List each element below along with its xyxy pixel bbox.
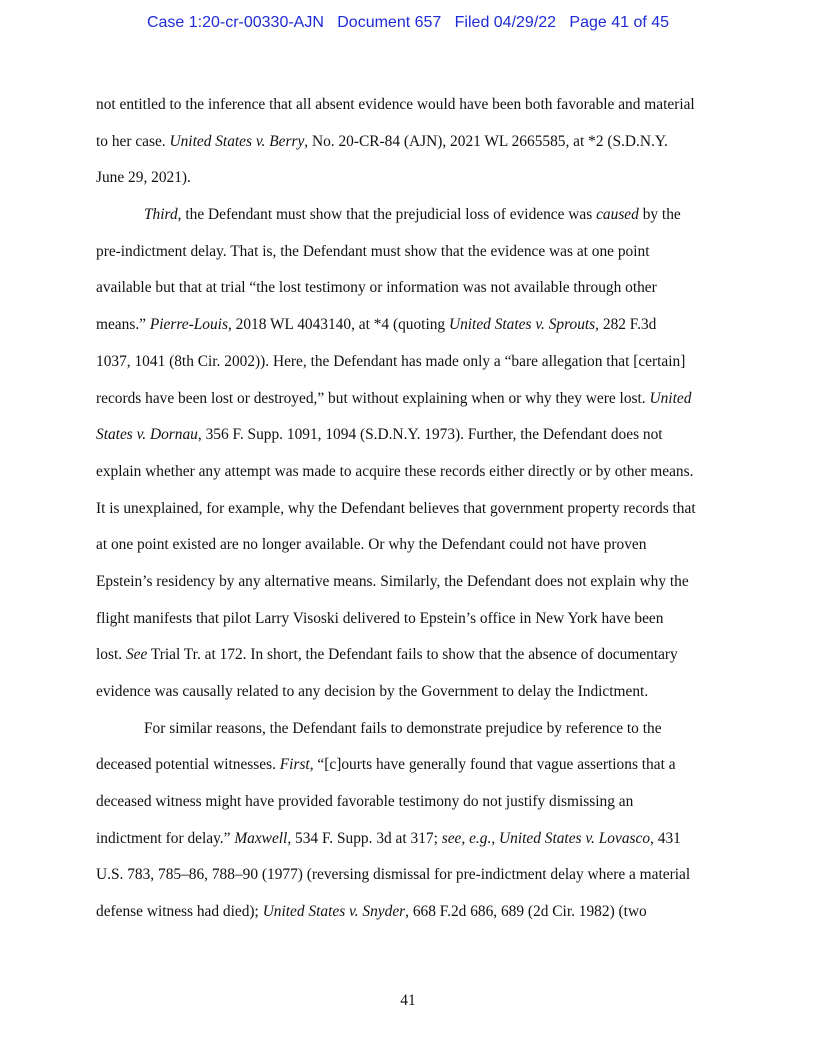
text-line	[96, 570, 720, 607]
text-segment: , “[c]ourts have generally found that vague assertions that a	[309, 756, 676, 774]
text-segment: lost.	[96, 646, 126, 664]
text-segment: means.”	[96, 316, 150, 334]
italic-text: United States v. Lovasco	[499, 829, 651, 847]
text-segment: It is unexplained, for example, why the Defendant believes that government property records that	[96, 499, 696, 517]
text-line	[96, 643, 720, 680]
text-line	[96, 130, 720, 167]
text-segment: U.S. 783, 785–86, 788–90 (1977) (reversing dismissal for pre-indictment delay where a material	[96, 866, 691, 884]
text-segment: flight manifests that pilot Larry Visoski delivered to Epstein’s office in New York have been	[96, 609, 664, 627]
italic-text: see, e.g.	[441, 829, 492, 847]
italic-text: Pierre-Louis	[149, 316, 228, 334]
text-segment: records have been lost or destroyed,” but without explaining when or why they were lost.	[96, 389, 650, 407]
text-segment: , 534 F. Supp. 3d at 317;	[287, 829, 442, 847]
text-segment: Epstein’s residency by any alternative means. Similarly, the Defendant does not explain why the	[96, 572, 689, 590]
filed-date: Filed 04/29/22	[454, 14, 557, 31]
text-line	[96, 607, 720, 644]
text-segment: deceased witness might have provided favorable testimony do not justify dismissing an	[96, 793, 634, 811]
italic-text: Third	[144, 206, 178, 224]
text-line	[96, 827, 720, 864]
text-segment: indictment for delay.”	[96, 829, 235, 847]
document-number: Document 657	[337, 14, 442, 31]
text-segment: deceased potential witnesses.	[96, 756, 280, 774]
text-segment: not entitled to the inference that all absent evidence would have been both favorable and material	[96, 96, 695, 113]
text-segment: , 282 F.3d	[595, 316, 657, 334]
text-segment: , 668 F.2d 686, 689 (2d Cir. 1982) (two	[405, 903, 647, 921]
text-line	[96, 93, 720, 130]
italic-text: United States v. Snyder	[262, 903, 406, 921]
text-line	[96, 350, 720, 387]
text-segment: available but that at trial “the lost testimony or information was not available through other	[96, 279, 657, 297]
text-segment: For similar reasons, the Defendant fails to demonstrate prejudice by reference to the	[144, 719, 662, 737]
italic-text: United States v. Berry	[169, 132, 305, 150]
text-line	[96, 240, 720, 277]
case-header	[0, 14, 816, 32]
text-segment: , the Defendant must show that the prejudicial loss of evidence was	[177, 206, 597, 224]
text-segment: ,	[491, 829, 500, 847]
text-segment: , 2018 WL 4043140, at *4 (quoting	[227, 316, 449, 334]
italic-text: Maxwell	[234, 829, 288, 847]
text-segment: by the	[638, 206, 681, 224]
text-segment: evidence was causally related to any decision by the Government to delay the Indictment.	[96, 683, 649, 700]
text-segment: at one point existed are no longer available. Or why the Defendant could not have proven	[96, 536, 647, 554]
text-line	[96, 423, 720, 460]
italic-text: caused	[596, 206, 639, 224]
body-text	[96, 93, 720, 937]
text-segment: Trial Tr. at 172. In short, the Defendant fails to show that the absence of documentary	[147, 646, 678, 664]
text-line	[96, 753, 720, 790]
text-line	[96, 313, 720, 350]
text-segment: to her case.	[96, 132, 170, 150]
text-segment: 1037, 1041 (8th Cir. 2002)). Here, the Defendant has made only a “bare allegation that [certain]	[96, 352, 686, 370]
text-segment: pre-indictment delay. That is, the Defendant must show that the evidence was at one point	[96, 242, 650, 260]
text-line	[96, 497, 720, 534]
text-line	[96, 533, 720, 570]
text-line	[96, 203, 720, 240]
italic-text: United	[649, 389, 692, 407]
italic-text: See	[125, 646, 148, 664]
page-indicator: Page 41 of 45	[569, 14, 670, 31]
text-segment: explain whether any attempt was made to acquire these records either directly or by other means.	[96, 462, 694, 480]
text-segment: , 431	[650, 829, 681, 847]
text-line	[96, 166, 720, 203]
text-line	[96, 790, 720, 827]
case-number: Case 1:20-cr-00330-AJN	[146, 14, 324, 31]
text-line	[96, 276, 720, 313]
text-segment: June 29, 2021).	[96, 169, 191, 187]
italic-text: United States v. Sprouts	[448, 316, 596, 334]
text-segment: , 356 F. Supp. 1091, 1094 (S.D.N.Y. 1973). Further, the Defendant does not	[197, 426, 663, 444]
text-line	[96, 680, 720, 717]
italic-text: First	[279, 756, 310, 774]
text-segment: , No. 20-CR-84 (AJN), 2021 WL 2665585, at *2 (S.D.N.Y.	[304, 132, 668, 150]
text-line	[96, 717, 720, 754]
text-line	[96, 900, 720, 937]
text-segment: defense witness had died);	[96, 903, 263, 921]
page-number: 41	[400, 992, 416, 1009]
italic-text: States v. Dornau	[96, 426, 198, 444]
text-line	[96, 387, 720, 424]
text-line	[96, 460, 720, 497]
text-line	[96, 863, 720, 900]
